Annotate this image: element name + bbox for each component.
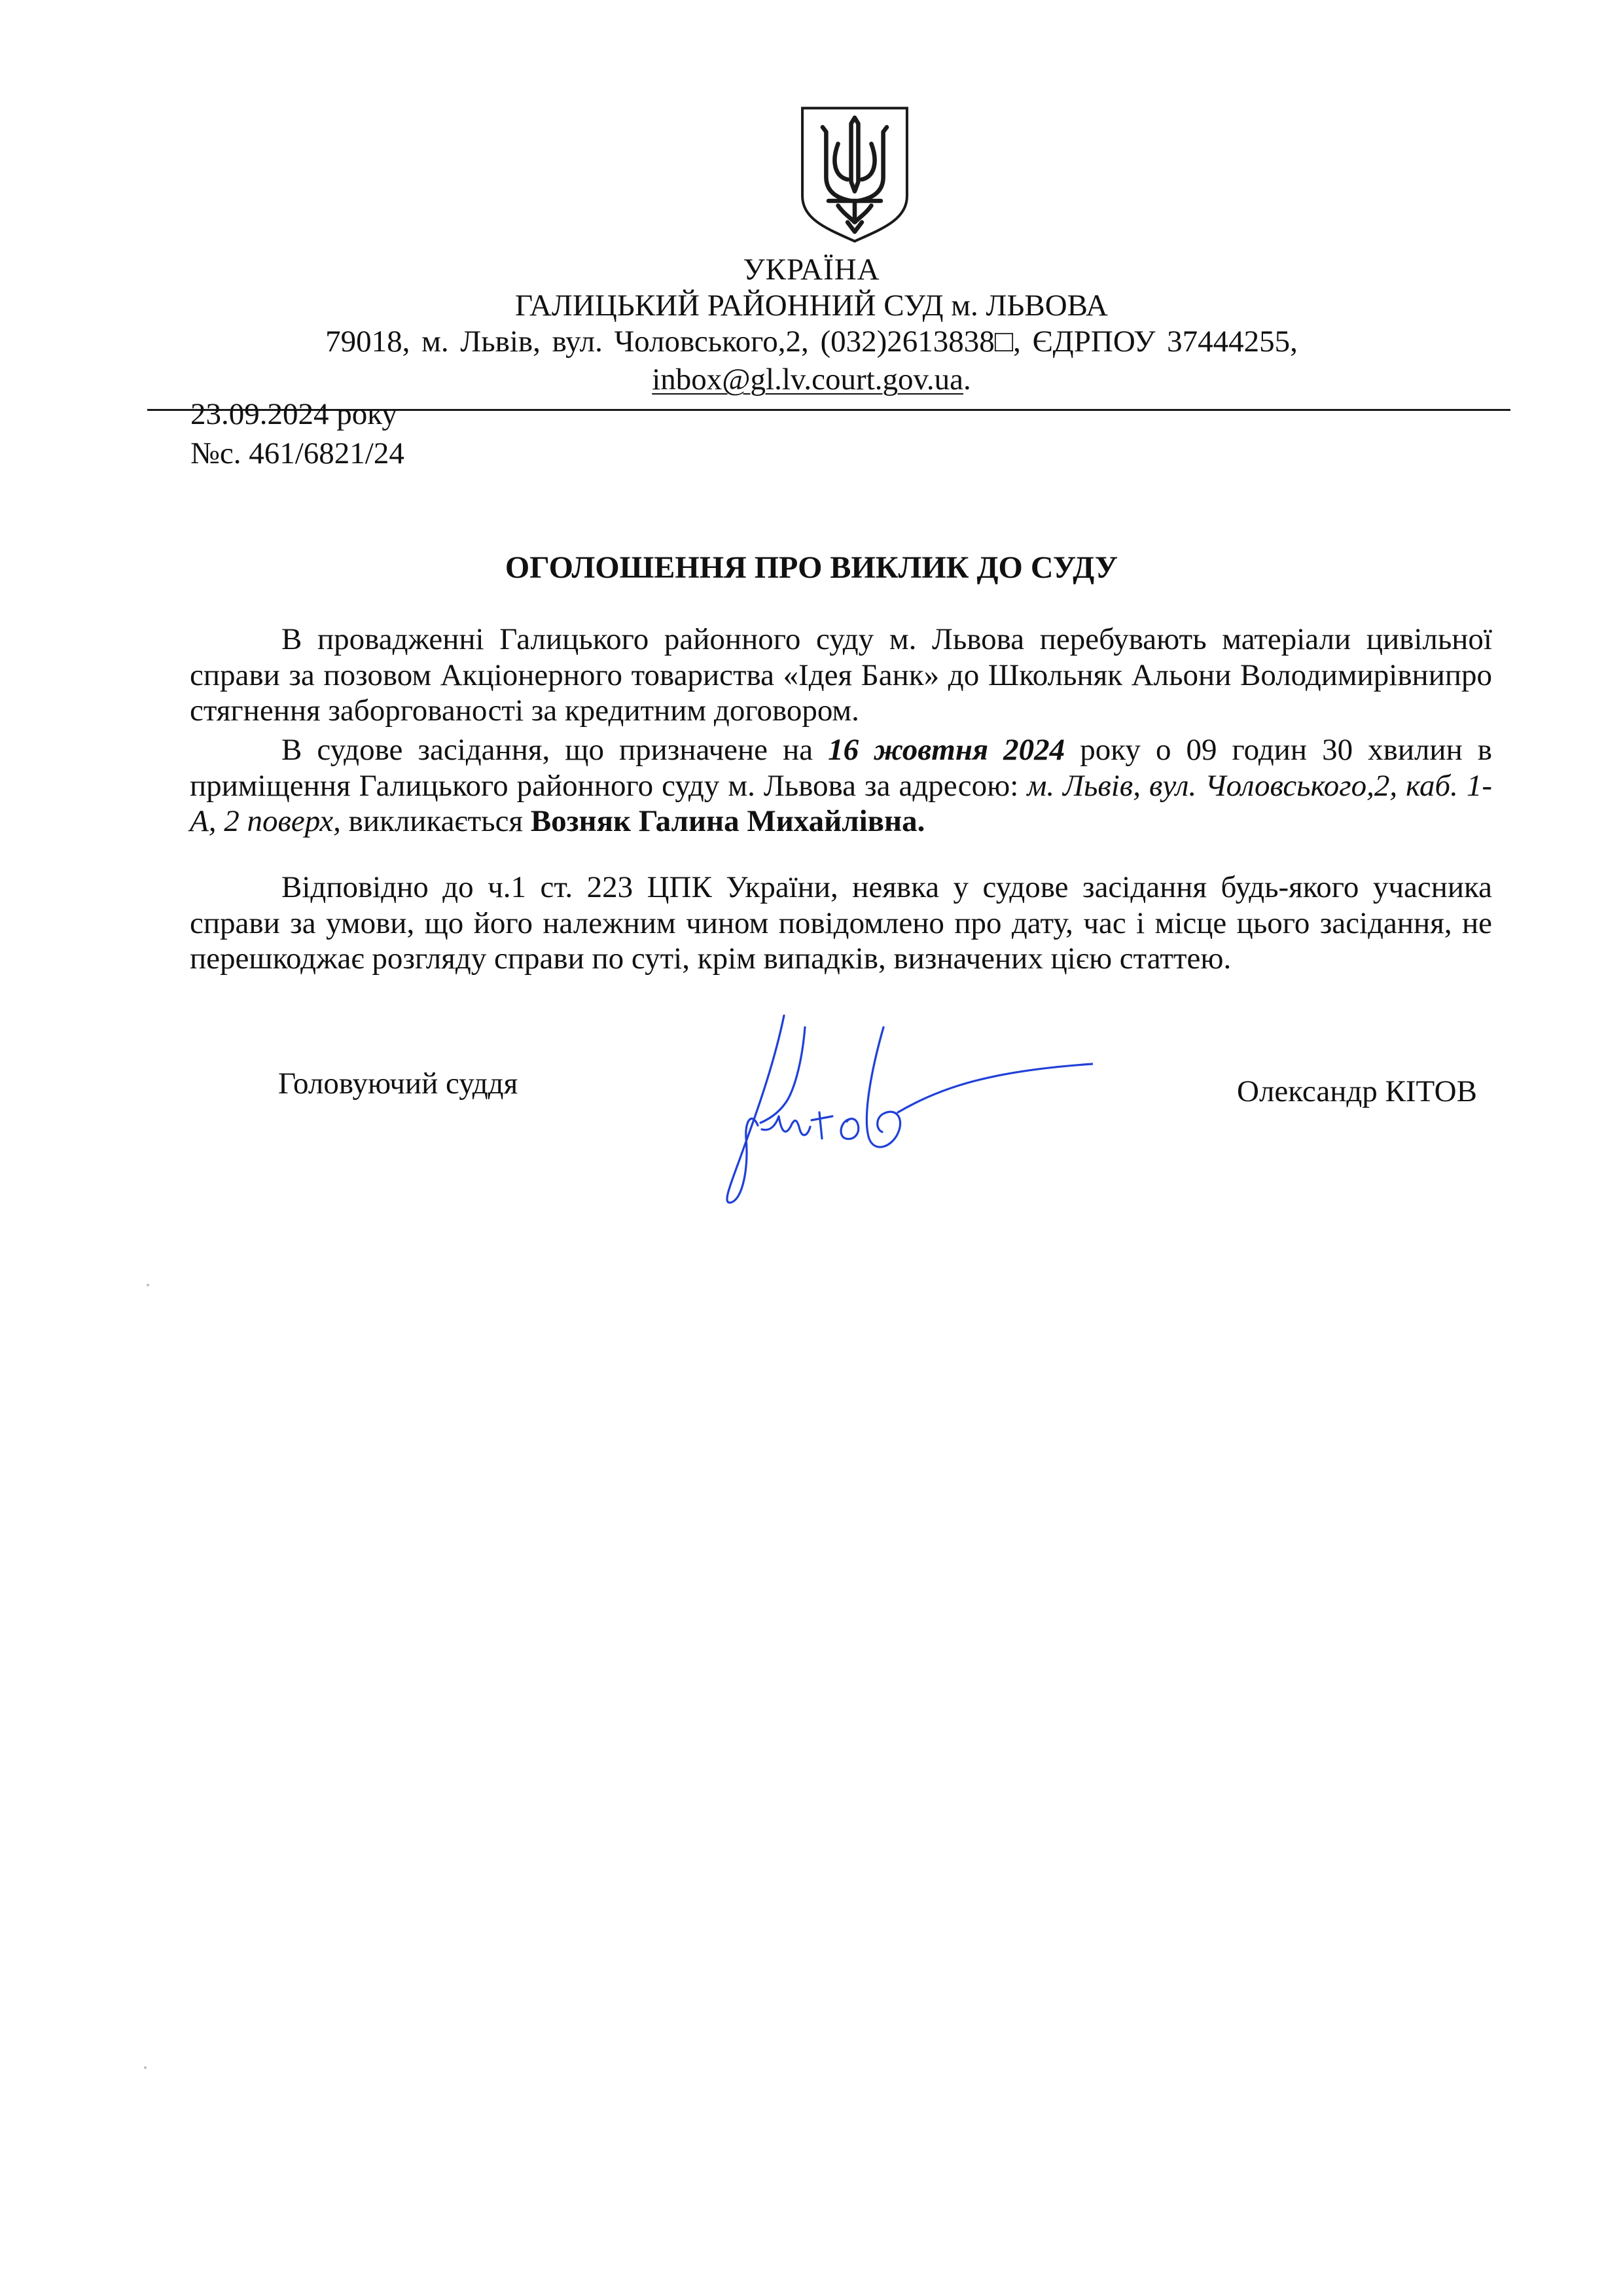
document-date: 23.09.2024 року xyxy=(190,397,397,431)
court-address-line: 79018, м. Львів, вул. Чоловського,2, (032)2613838□, ЄДРПОУ 37444255, xyxy=(325,325,1298,359)
court-name: ГАЛИЦЬКИЙ РАЙОННИЙ СУД м. ЛЬВОВА xyxy=(515,289,1108,323)
trident-coat-of-arms-icon xyxy=(793,103,916,246)
hearing-text-part-3: викликається xyxy=(340,804,531,838)
scan-speck xyxy=(144,2066,147,2069)
paragraph-hearing-summons xyxy=(190,732,1492,839)
email-suffix: . xyxy=(963,362,971,397)
country-name: УКРАЇНА xyxy=(743,253,880,287)
judge-role-label: Головуючий суддя xyxy=(278,1067,518,1101)
hearing-text-part-1: В судове засідання, що призначене на xyxy=(281,733,829,767)
hearing-date: 16 жовтня 2024 xyxy=(828,733,1065,767)
scan-speck xyxy=(147,1284,149,1286)
judge-name: Олександр КІТОВ xyxy=(1237,1074,1477,1108)
hearing-address: м. Львів, вул. Чоловського,2, каб. 1-А, 2 поверх, xyxy=(190,768,1493,838)
case-number: №с. 461/6821/24 xyxy=(190,436,404,470)
court-email-link[interactable]: inbox@gl.lv.court.gov.ua xyxy=(652,362,964,397)
document-title: ОГОЛОШЕННЯ ПРО ВИКЛИК ДО СУДУ xyxy=(505,550,1118,585)
paragraph-legal-reference: Відповідно до ч.1 ст. 223 ЦПК України, неявка у судове засідання будь-якого учасника справи за умови, що його належним чином повідомлено про дату, час і місце цього засідання, не перешкоджає розгляду справи по суті, крім випадків, визначених цією статтею. xyxy=(190,870,1492,976)
handwritten-signature xyxy=(707,1008,1093,1217)
summoned-person: Возняк Галина Михайлівна. xyxy=(530,804,925,838)
paragraph-case-description: В провадженні Галицького районного суду м. Львова перебувають матеріали цивільної справи за позовом Акціонерного товариства «Ідея Банк» до Школьняк Альони Володимирівнипро стягнення заборгованості за кредитним договором. xyxy=(190,622,1492,728)
hearing-text-part-2: року о 09 годин 30 хвилин в приміщення Галицького районного суду м. Львова за адресою: xyxy=(190,733,1492,803)
court-email-line xyxy=(0,361,1623,398)
